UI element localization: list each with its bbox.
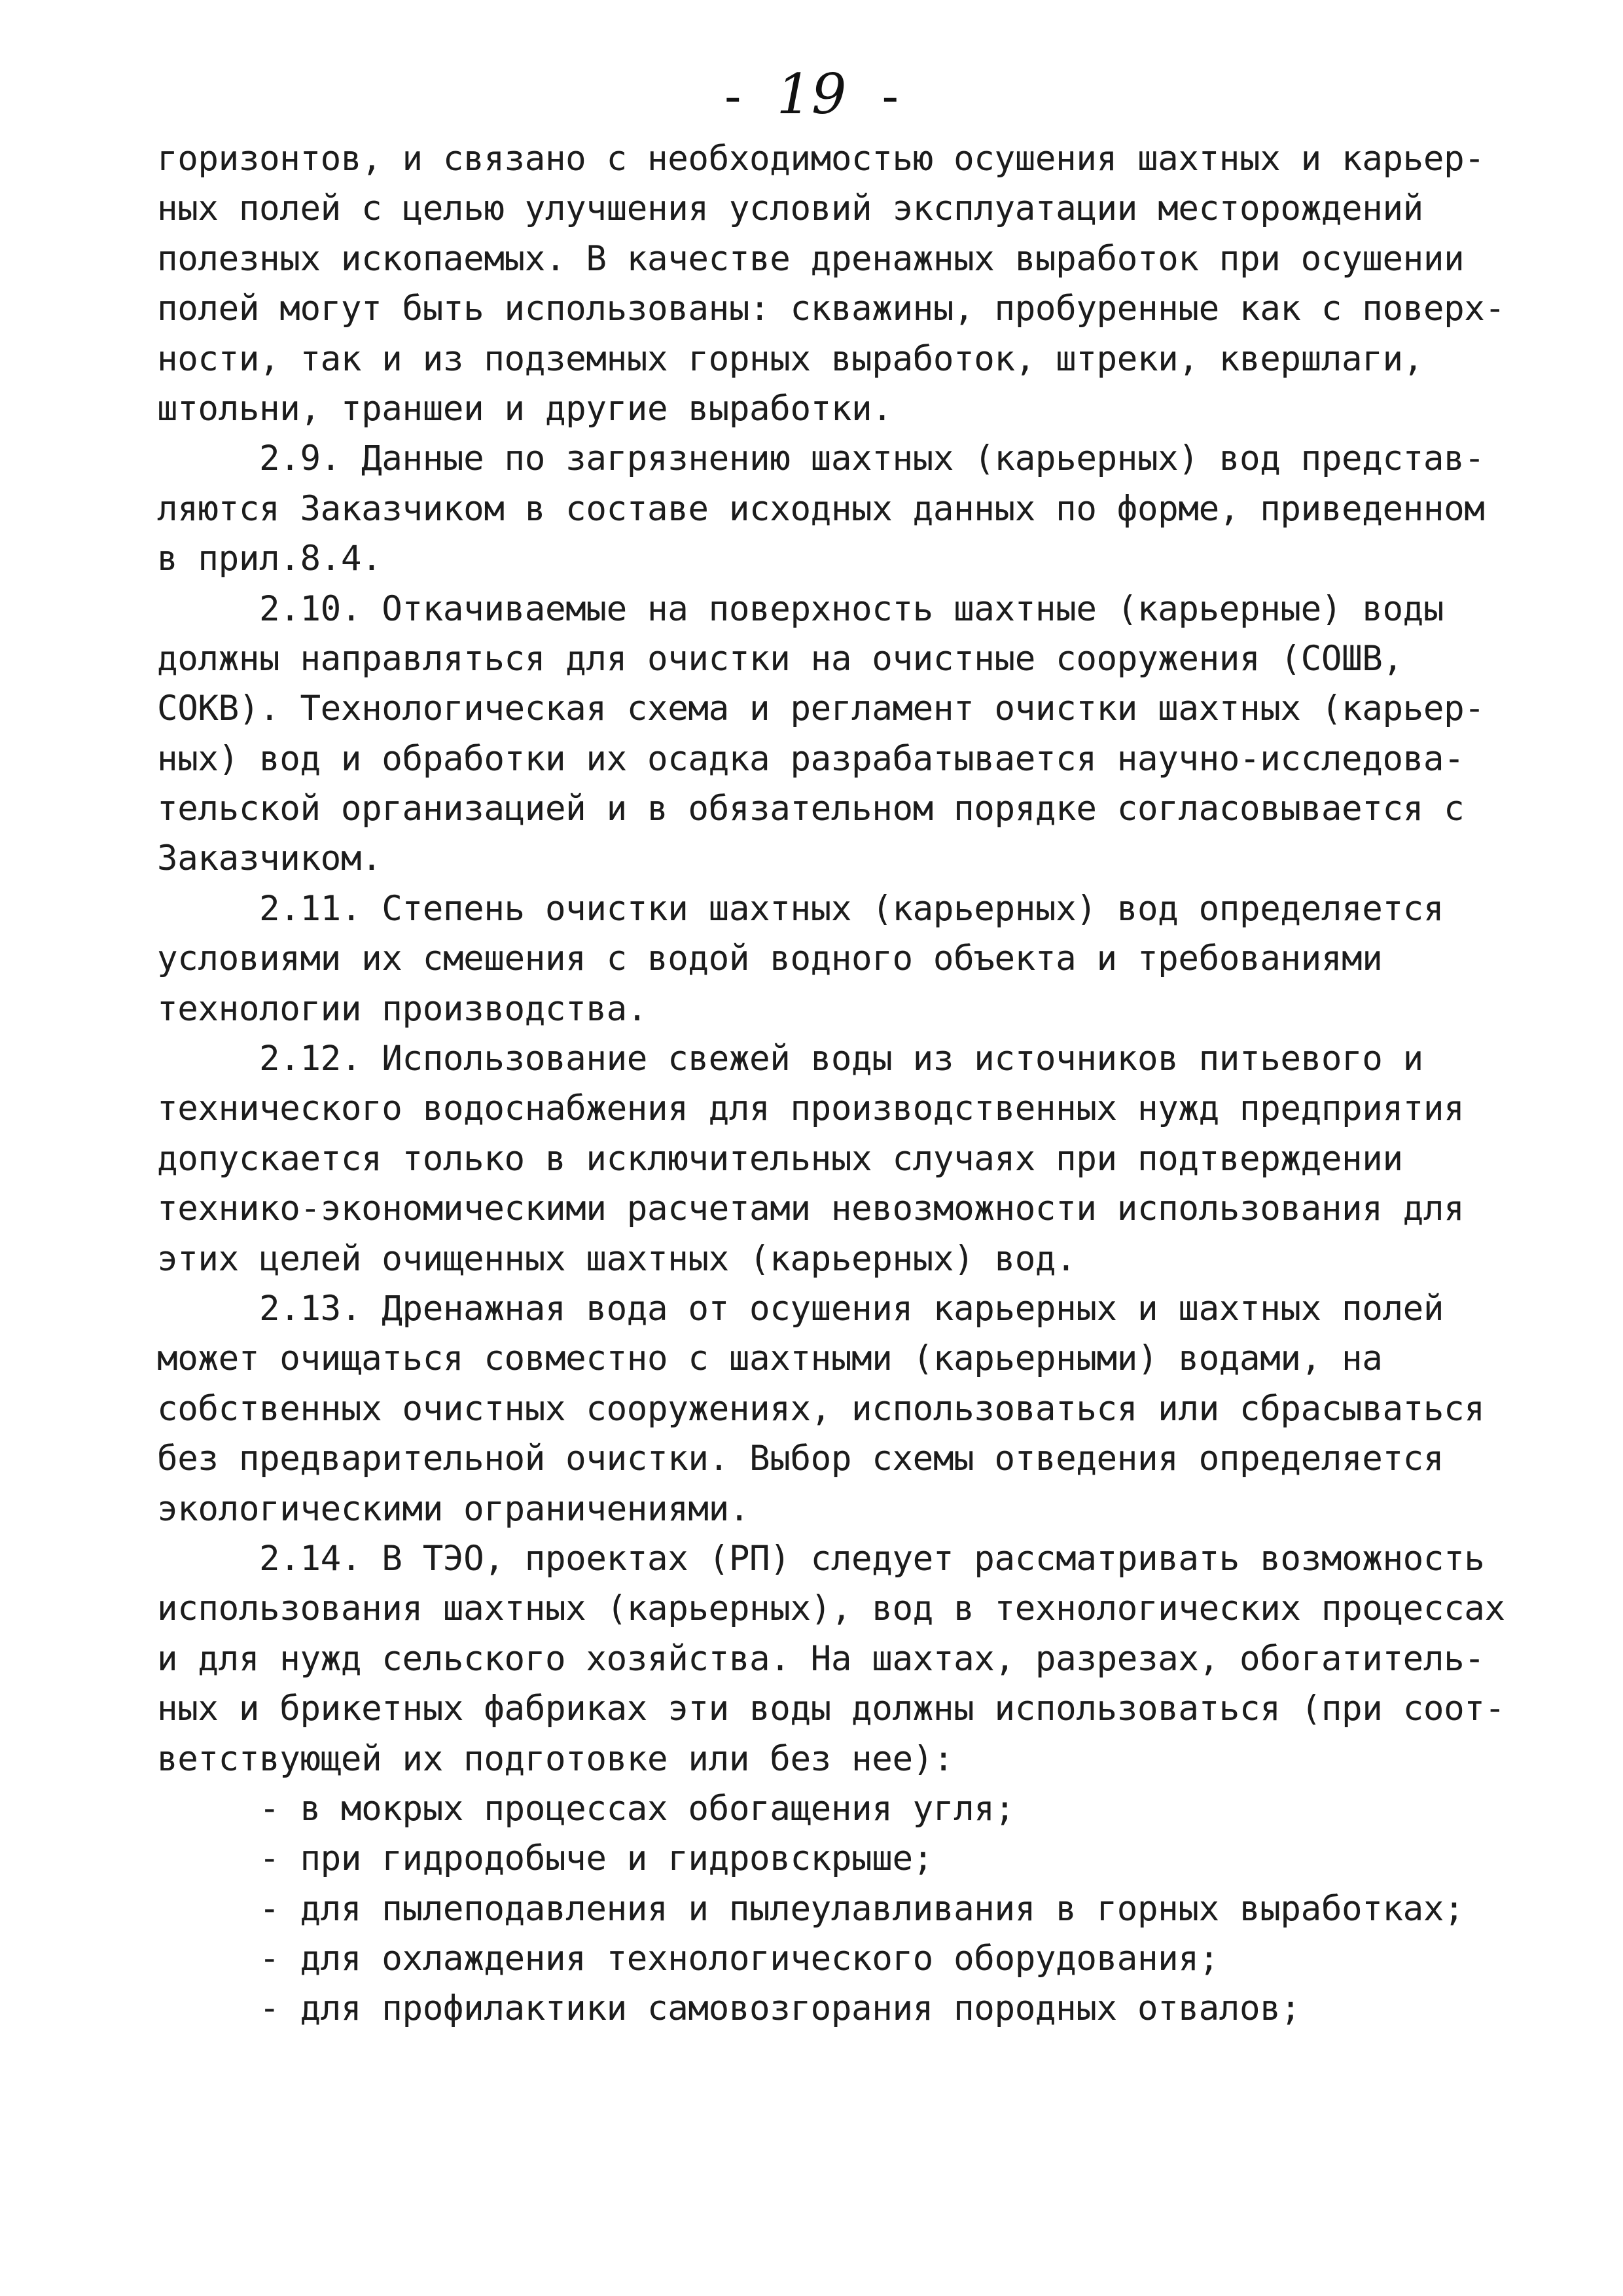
text-line: этих целей очищенных шахтных (карьерных) вод. — [157, 1238, 1077, 1279]
paragraph-2-13-line: 2.13. Дренажная вода от осушения карьерных и шахтных полей — [157, 1288, 1444, 1329]
list-item: - для профилактики самовозгорания породных отвалов; — [157, 1988, 1301, 2029]
text-line: и для нужд сельского хозяйства. На шахтах, разрезах, обогатитель- — [157, 1638, 1485, 1679]
list-item: - в мокрых процессах обогащения угля; — [157, 1788, 1015, 1829]
text-line: технического водоснабжения для производственных нужд предприятия — [157, 1088, 1465, 1129]
text-line: штольни, траншеи и другие выработки. — [157, 388, 893, 429]
text-line: условиями их смешения с водой водного объекта и требованиями — [157, 939, 1383, 979]
text-line: СОКВ). Технологическая схема и регламент очистки шахтных (карьер- — [157, 689, 1485, 729]
text-line: ных) вод и обработки их осадка разрабатывается научно-исследова- — [157, 738, 1465, 779]
text-line: ляются Заказчиком в составе исходных данных по форме, приведенном — [157, 488, 1485, 529]
page-number-dash-left: - — [718, 69, 777, 125]
paragraph-2-9-line: 2.9. Данные по загрязнению шахтных (карьерных) вод представ- — [157, 439, 1485, 479]
paragraph-2-12-line: 2.12. Использование свежей воды из источников питьевого и — [157, 1039, 1423, 1079]
text-line: использования шахтных (карьерных), вод в технологических процессах — [157, 1588, 1505, 1629]
page-number — [0, 62, 1623, 126]
list-item: - при гидродобыче и гидровскрыше; — [157, 1839, 933, 1879]
text-line: без предварительной очистки. Выбор схемы отведения определяется — [157, 1439, 1444, 1479]
text-line: Заказчиком. — [157, 838, 382, 879]
text-line: тельской организацией и в обязательном порядке согласовывается с — [157, 789, 1465, 829]
text-line: полезных ископаемых. В качестве дренажных выработок при осушении — [157, 238, 1465, 279]
paragraph-2-14-line: 2.14. В ТЭО, проектах (РП) следует рассматривать возможность — [157, 1538, 1485, 1579]
page-number-value: 19 — [776, 62, 847, 126]
text-line: полей могут быть использованы: скважины, пробуренные как с поверх- — [157, 289, 1505, 329]
page-number-dash-right: - — [846, 69, 905, 125]
text-line: ветствующей их подготовке или без нее): — [157, 1738, 954, 1779]
list-item: - для пылеподавления и пылеулавливания в горных выработках; — [157, 1888, 1465, 1929]
text-line: горизонтов, и связано с необходимостью осушения шахтных и карьер- — [157, 139, 1485, 179]
text-line: должны направляться для очистки на очистные сооружения (СОШВ, — [157, 638, 1403, 679]
text-line: может очищаться совместно с шахтными (карьерными) водами, на — [157, 1338, 1383, 1379]
paragraph-2-10-line: 2.10. Откачиваемые на поверхность шахтные (карьерные) воды — [157, 588, 1444, 629]
text-line: технологии производства. — [157, 988, 647, 1029]
text-line: ности, так и из подземных горных выработок, штреки, квершлаги, — [157, 338, 1423, 379]
text-line: ных и брикетных фабриках эти воды должны использоваться (при соот- — [157, 1689, 1505, 1729]
text-line: экологическими ограничениями. — [157, 1488, 750, 1529]
text-line: собственных очистных сооружениях, использоваться или сбрасываться — [157, 1388, 1485, 1429]
list-item: - для охлаждения технологического оборудования; — [157, 1939, 1219, 1979]
text-line: в прил.8.4. — [157, 539, 382, 579]
paragraph-2-11-line: 2.11. Степень очистки шахтных (карьерных) вод определяется — [157, 888, 1444, 929]
document-body — [157, 134, 1518, 2034]
text-line: технико-экономическими расчетами невозможности использования для — [157, 1189, 1465, 1229]
text-line: ных полей с целью улучшения условий эксплуатации месторождений — [157, 188, 1423, 229]
text-line: допускается только в исключительных случаях при подтверждении — [157, 1138, 1403, 1179]
